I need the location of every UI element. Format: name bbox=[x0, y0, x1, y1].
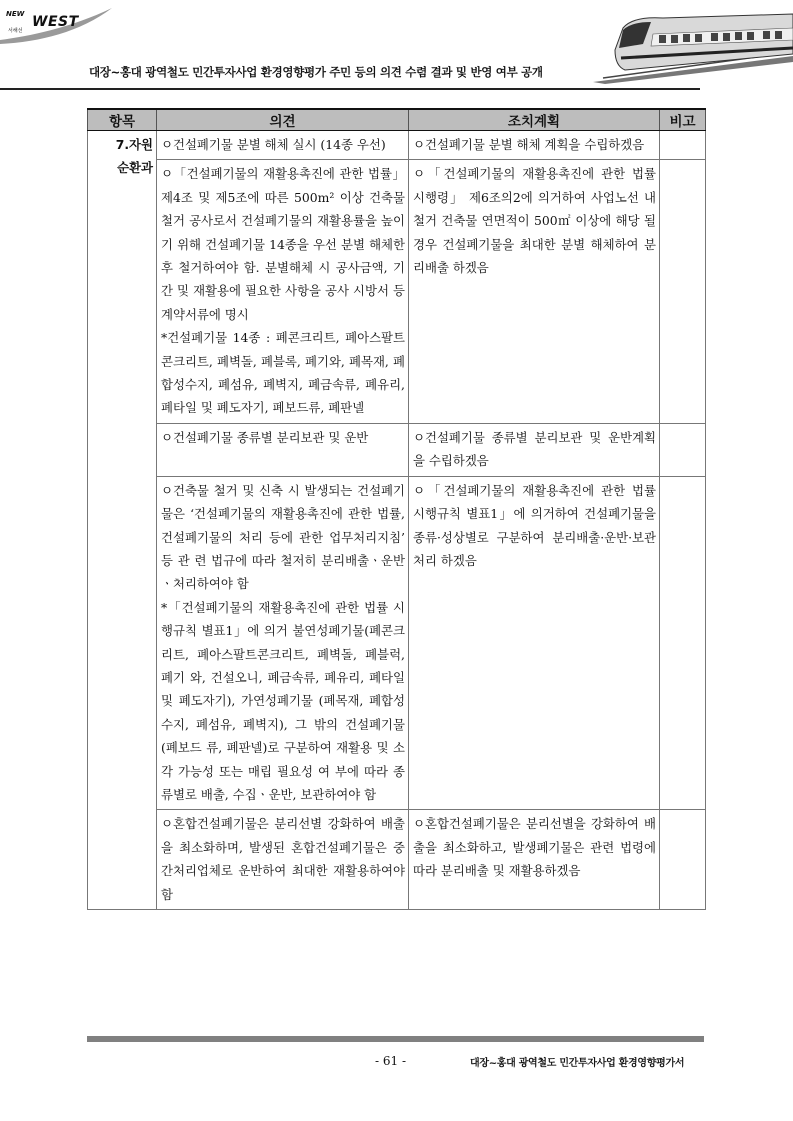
remark-cell bbox=[660, 423, 706, 476]
remark-cell bbox=[660, 476, 706, 810]
opinion-text: ㅇ혼합건설폐기물은 분리선별 강화하여 배출을 최소화하며, 발생된 혼합건설폐기물은 중간처리업체로 운반하여 최대한 재활용하여야 함 bbox=[161, 816, 405, 902]
table-row bbox=[88, 131, 706, 160]
opinion-table bbox=[87, 108, 706, 910]
logo-sub: 서해선 bbox=[8, 28, 23, 34]
opinion-cell bbox=[157, 810, 409, 910]
train-illustration-icon bbox=[593, 4, 793, 84]
opinion-cell bbox=[157, 131, 409, 160]
action-cell bbox=[409, 810, 660, 910]
action-text: ㅇ「건설폐기물의 재활용촉진에 관한 법률 시행규칙 별표1」에 의거하여 건설폐기물을 종류·성상별로 구분하여 분리배출·운반·보관처리 하겠음 bbox=[413, 482, 656, 568]
header-title: 대장~홍대 광역철도 민간투자사업 환경영향평가 주민 등의 의견 수렴 결과 및 반영 여부 공개 bbox=[89, 65, 543, 79]
action-text: ㅇ건설폐기물 분별 해체 계획을 수립하겠음 bbox=[413, 137, 645, 152]
opinion-text: ㅇ「건설폐기물의 재활용촉진에 관한 법률」 제4조 및 제5조에 따른 500m² 이상 건축물 철거 공사로서 건설폐기물의 재활용률을 높이기 위해 건설폐기물 14종을 우선 분별 해체한 후 철거하여야 함. 분별해체 시 공사금액, 기간 및 재활용에 필요한 사항을 공사 시방서 등 계약서류에 명시 *건설폐기물 14종 : 폐콘크리트, 폐아스팔트콘크리트, 폐벽돌, 폐블록, 폐기와, 폐목재, 폐합성수지, 폐섬유, 폐벽지, 폐금속류, 폐유리,폐타일 및 폐도자기, 폐보드류, 폐판넬 bbox=[161, 166, 405, 416]
header-divider bbox=[0, 88, 700, 90]
remark-cell bbox=[660, 810, 706, 910]
table-row bbox=[88, 810, 706, 910]
category-cell: 7.자원 순환과 bbox=[88, 131, 157, 910]
footer-divider bbox=[87, 1036, 704, 1042]
opinion-text: ㅇ건설폐기물 분별 해체 실시 (14종 우선) bbox=[161, 137, 386, 152]
action-cell bbox=[409, 423, 660, 476]
action-cell bbox=[409, 160, 660, 423]
logo-new: NEW bbox=[6, 10, 25, 18]
page-number: - 61 - bbox=[375, 1054, 407, 1068]
header-opinion: 의견 bbox=[157, 109, 409, 131]
opinion-cell bbox=[157, 423, 409, 476]
action-cell bbox=[409, 476, 660, 810]
remark-cell bbox=[660, 160, 706, 423]
action-text: ㅇ「건설폐기물의 재활용촉진에 관한 법률 시행령」 제6조의2에 의거하여 사업노선 내 철거 건축물 연면적이 500㎡ 이상에 해당 될 경우 건설폐기물을 최대한 분별 해체하여 분리배출 하겠음 bbox=[413, 166, 656, 276]
action-text: ㅇ혼합건설폐기물은 분리선별을 강화하여 배출을 최소화하고, 발생폐기물은 관련 법령에 따라 분리배출 및 재활용하겠음 bbox=[413, 816, 656, 879]
table-row bbox=[88, 423, 706, 476]
logo-west: WEST bbox=[32, 14, 79, 30]
header-action: 조치계획 bbox=[409, 109, 660, 131]
opinion-cell bbox=[157, 160, 409, 423]
header-category: 항목 bbox=[88, 109, 157, 131]
table-row bbox=[88, 476, 706, 810]
table-row bbox=[88, 160, 706, 423]
action-cell bbox=[409, 131, 660, 160]
table-header-row bbox=[88, 109, 706, 131]
opinion-text: ㅇ건설폐기물 종류별 분리보관 및 운반 bbox=[161, 429, 369, 445]
footer-title: 대장~홍대 광역철도 민간투자사업 환경영향평가서 bbox=[470, 1058, 685, 1069]
opinion-cell bbox=[157, 476, 409, 810]
header-remark: 비고 bbox=[660, 109, 706, 131]
remark-cell bbox=[660, 131, 706, 160]
action-text: ㅇ건설폐기물 종류별 분리보관 및 운반계획을 수립하겠음 bbox=[413, 429, 656, 469]
opinion-text: ㅇ건축물 철거 및 신축 시 발생되는 건설폐기물은 ‘건설폐기물의 재활용촉진에 관한 법률, 건설폐기물의 처리 등에 관한 업무처리지침’ 등 관 련 법규에 따라 철저히 분리배출ㆍ운반ㆍ처리하여야 함 *「건설폐기물의 재활용촉진에 관한 법률 시행규칙 별표1」에 의거 불연성폐기물(폐콘크리트, 폐아스팔트콘크리트, 폐벽돌, 폐블럭, 폐기 와, 건설오니, 폐금속류, 폐유리, 폐타일 및 폐도자기), 가연성폐기물 (폐목재, 폐합성수지, 폐섬유, 폐벽지), 그 밖의 건설폐기물(폐보드 류, 폐판넬)로 구분하여 재활용 및 소각 가능성 또는 매립 필요성 여 부에 따라 종류별로 배출, 수집ㆍ운반, 보관하여야 함 bbox=[161, 482, 405, 802]
